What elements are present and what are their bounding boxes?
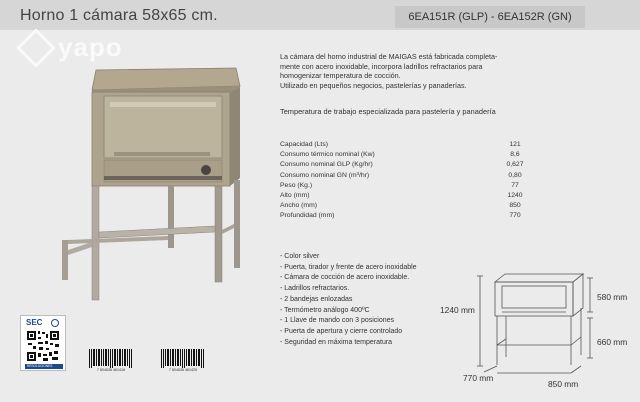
barcode-number: 7 804636 461418 (97, 368, 125, 372)
dimension-bottom-label: 660 mm (597, 337, 628, 347)
spec-value: 1240 (507, 191, 523, 199)
watermark-text: yapo (58, 32, 123, 62)
spec-label: Consumo nominal GN (m³/hr) (280, 171, 370, 179)
temperature-subtitle: Temperatura de trabajo especializada para pastelería y panadería (280, 107, 496, 116)
spec-label: Profundidad (mm) (280, 212, 335, 220)
sec-caption: RESOLUCIONES (27, 364, 53, 368)
spec-value: 8,6 (510, 151, 520, 159)
spec-label: Consumo térmico nominal (Kw) (280, 151, 375, 159)
spec-label: Ancho (mm) (280, 202, 318, 210)
feature-item: - Color silver (280, 253, 320, 260)
barcode-number: 7 804636 461425 (169, 368, 197, 372)
spec-label: Alto (mm) (280, 191, 310, 199)
description-line: La cámara del horno industrial de MAIGAS está fabricada completa- (280, 52, 498, 61)
spec-label: Peso (Kg.) (280, 181, 313, 189)
page-title: Horno 1 cámara 58x65 cm. (20, 7, 218, 24)
sec-logo: SEC (26, 318, 43, 327)
spec-value: 0,80 (508, 171, 522, 179)
dimension-top-label: 580 mm (597, 292, 628, 302)
model-codes-badge: 6EA151R (GLP) - 6EA152R (GN) (395, 6, 585, 28)
dimension-width-label: 850 mm (548, 379, 579, 389)
feature-item: - Cámara de cocción de acero inoxidable. (280, 274, 410, 282)
description-line: mente con acero inoxidable, incorpora ladrillos refractarios para (280, 61, 483, 71)
feature-item: - 2 bandejas enlozadas (280, 295, 353, 303)
feature-item: - 1 Llave de mando con 3 posiciones (280, 317, 395, 325)
feature-item: - Ladrillos refractarios. (280, 285, 350, 293)
spec-value: 850 (509, 202, 521, 210)
description-line: Utilizado en pequeños negocios, pastelerías y panaderías. (280, 80, 467, 90)
spec-value: 77 (511, 181, 519, 189)
dimension-depth-label: 770 mm (463, 373, 494, 383)
feature-item: - Puerta, tirador y frente de acero inoxidable (280, 263, 417, 271)
dimension-height-label: 1240 mm (440, 305, 475, 315)
spec-label: Capacidad (Lts) (280, 141, 328, 148)
spec-label: Consumo nominal GLP (Kg/hr) (280, 161, 373, 169)
feature-item: - Puerta de apertura y cierre controlado (280, 327, 403, 335)
feature-item: - Termómetro análogo 400ºC (280, 306, 370, 314)
spec-value: 770 (509, 212, 521, 220)
spec-value: 0,627 (506, 161, 524, 169)
spec-value: 121 (509, 141, 521, 148)
description-line: homogenizar temperatura de cocción. (280, 71, 401, 81)
feature-item: - Seguridad en máxima temperatura (280, 338, 393, 346)
